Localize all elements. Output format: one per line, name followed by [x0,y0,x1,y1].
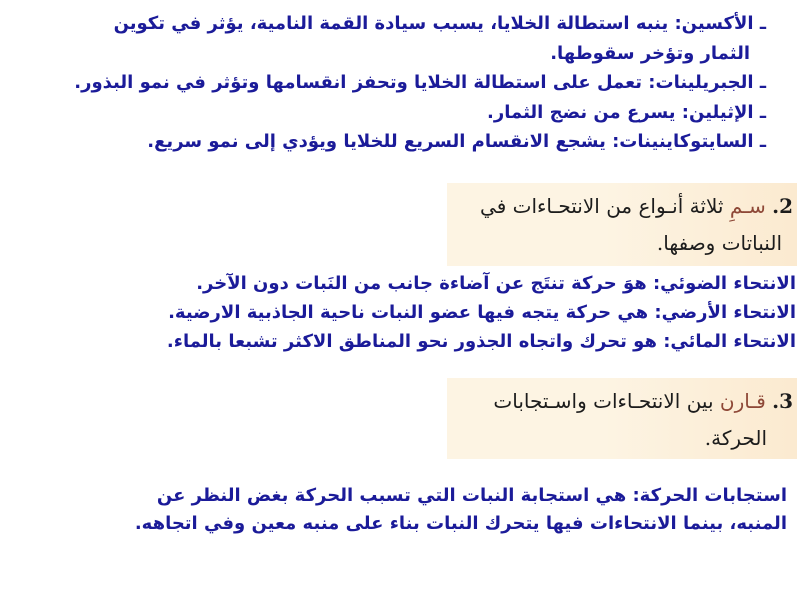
movement-response-answer [135,482,787,538]
question-2-number: 2. [772,194,793,218]
question-3-verb: قـارن [719,389,766,413]
hormone-line-cytokinins: ـ السايتوكاينينات: يشجع الانقسام السريع للخلايا ويؤدي إلى نمو سريع. [147,131,766,152]
question-2-text: ثلاثة أنـواع من الانتحـاءات في [480,194,724,218]
question-3-text: بين الانتحـاءات واسـتجابات [493,389,714,413]
answer-phototropism: الانتحاء الضوئي: هوَ حركة تنتَج عن آضاءة جانب من النَبات دون الآخر. [196,273,796,294]
movement-answer-line-2: المنبه، بينما الانتحاءات فيها يتحرك النبات بناء على منبه معين وفي اتجاهه. [134,513,787,534]
question-2-verb: سـمِ [729,194,766,218]
answer-hydrotropism: الانتحاء المائي: هو تحرك واتجاه الجذور نحو المناطق الاكثر تشبعا بالماء. [166,331,796,352]
question-2-line-1 [447,188,797,225]
hormone-line-auxin-continued: الثمار وتؤخر سقوطها. [550,42,750,64]
question-3-box [447,378,797,459]
hormone-line-ethylene: ـ الإثيلين: يسرع من نضج الثمار. [487,101,766,123]
hormone-line-auxin: ـ الأكسين: ينبه استطالة الخلايا، يسبب سيادة القمة النامية، يؤثر في تكوين [113,13,766,34]
movement-answer-line-1: استجابات الحركة: هي استجابة النبات التي تسبب الحركة بغض النظر عن [156,485,787,506]
question-2-box [447,183,797,266]
question-3-line-2: الحركة. [704,426,767,450]
question-2-line-2: النباتات وصفها. [656,231,782,255]
question-3-line-1 [447,383,797,420]
hormone-line-gibberellins: ـ الجبريلينات: تعمل على استطالة الخلايا وتحفز انقسامها وتؤثر في نمو البذور. [74,72,766,93]
hormones-list [74,9,766,157]
answer-gravitropism: الانتحاء الأرضي: هي حركة يتجه فيها عضو النبات ناحية الجاذبية الارضية. [168,302,796,323]
question-3-number: 3. [772,389,793,413]
tropism-answers [167,269,796,356]
